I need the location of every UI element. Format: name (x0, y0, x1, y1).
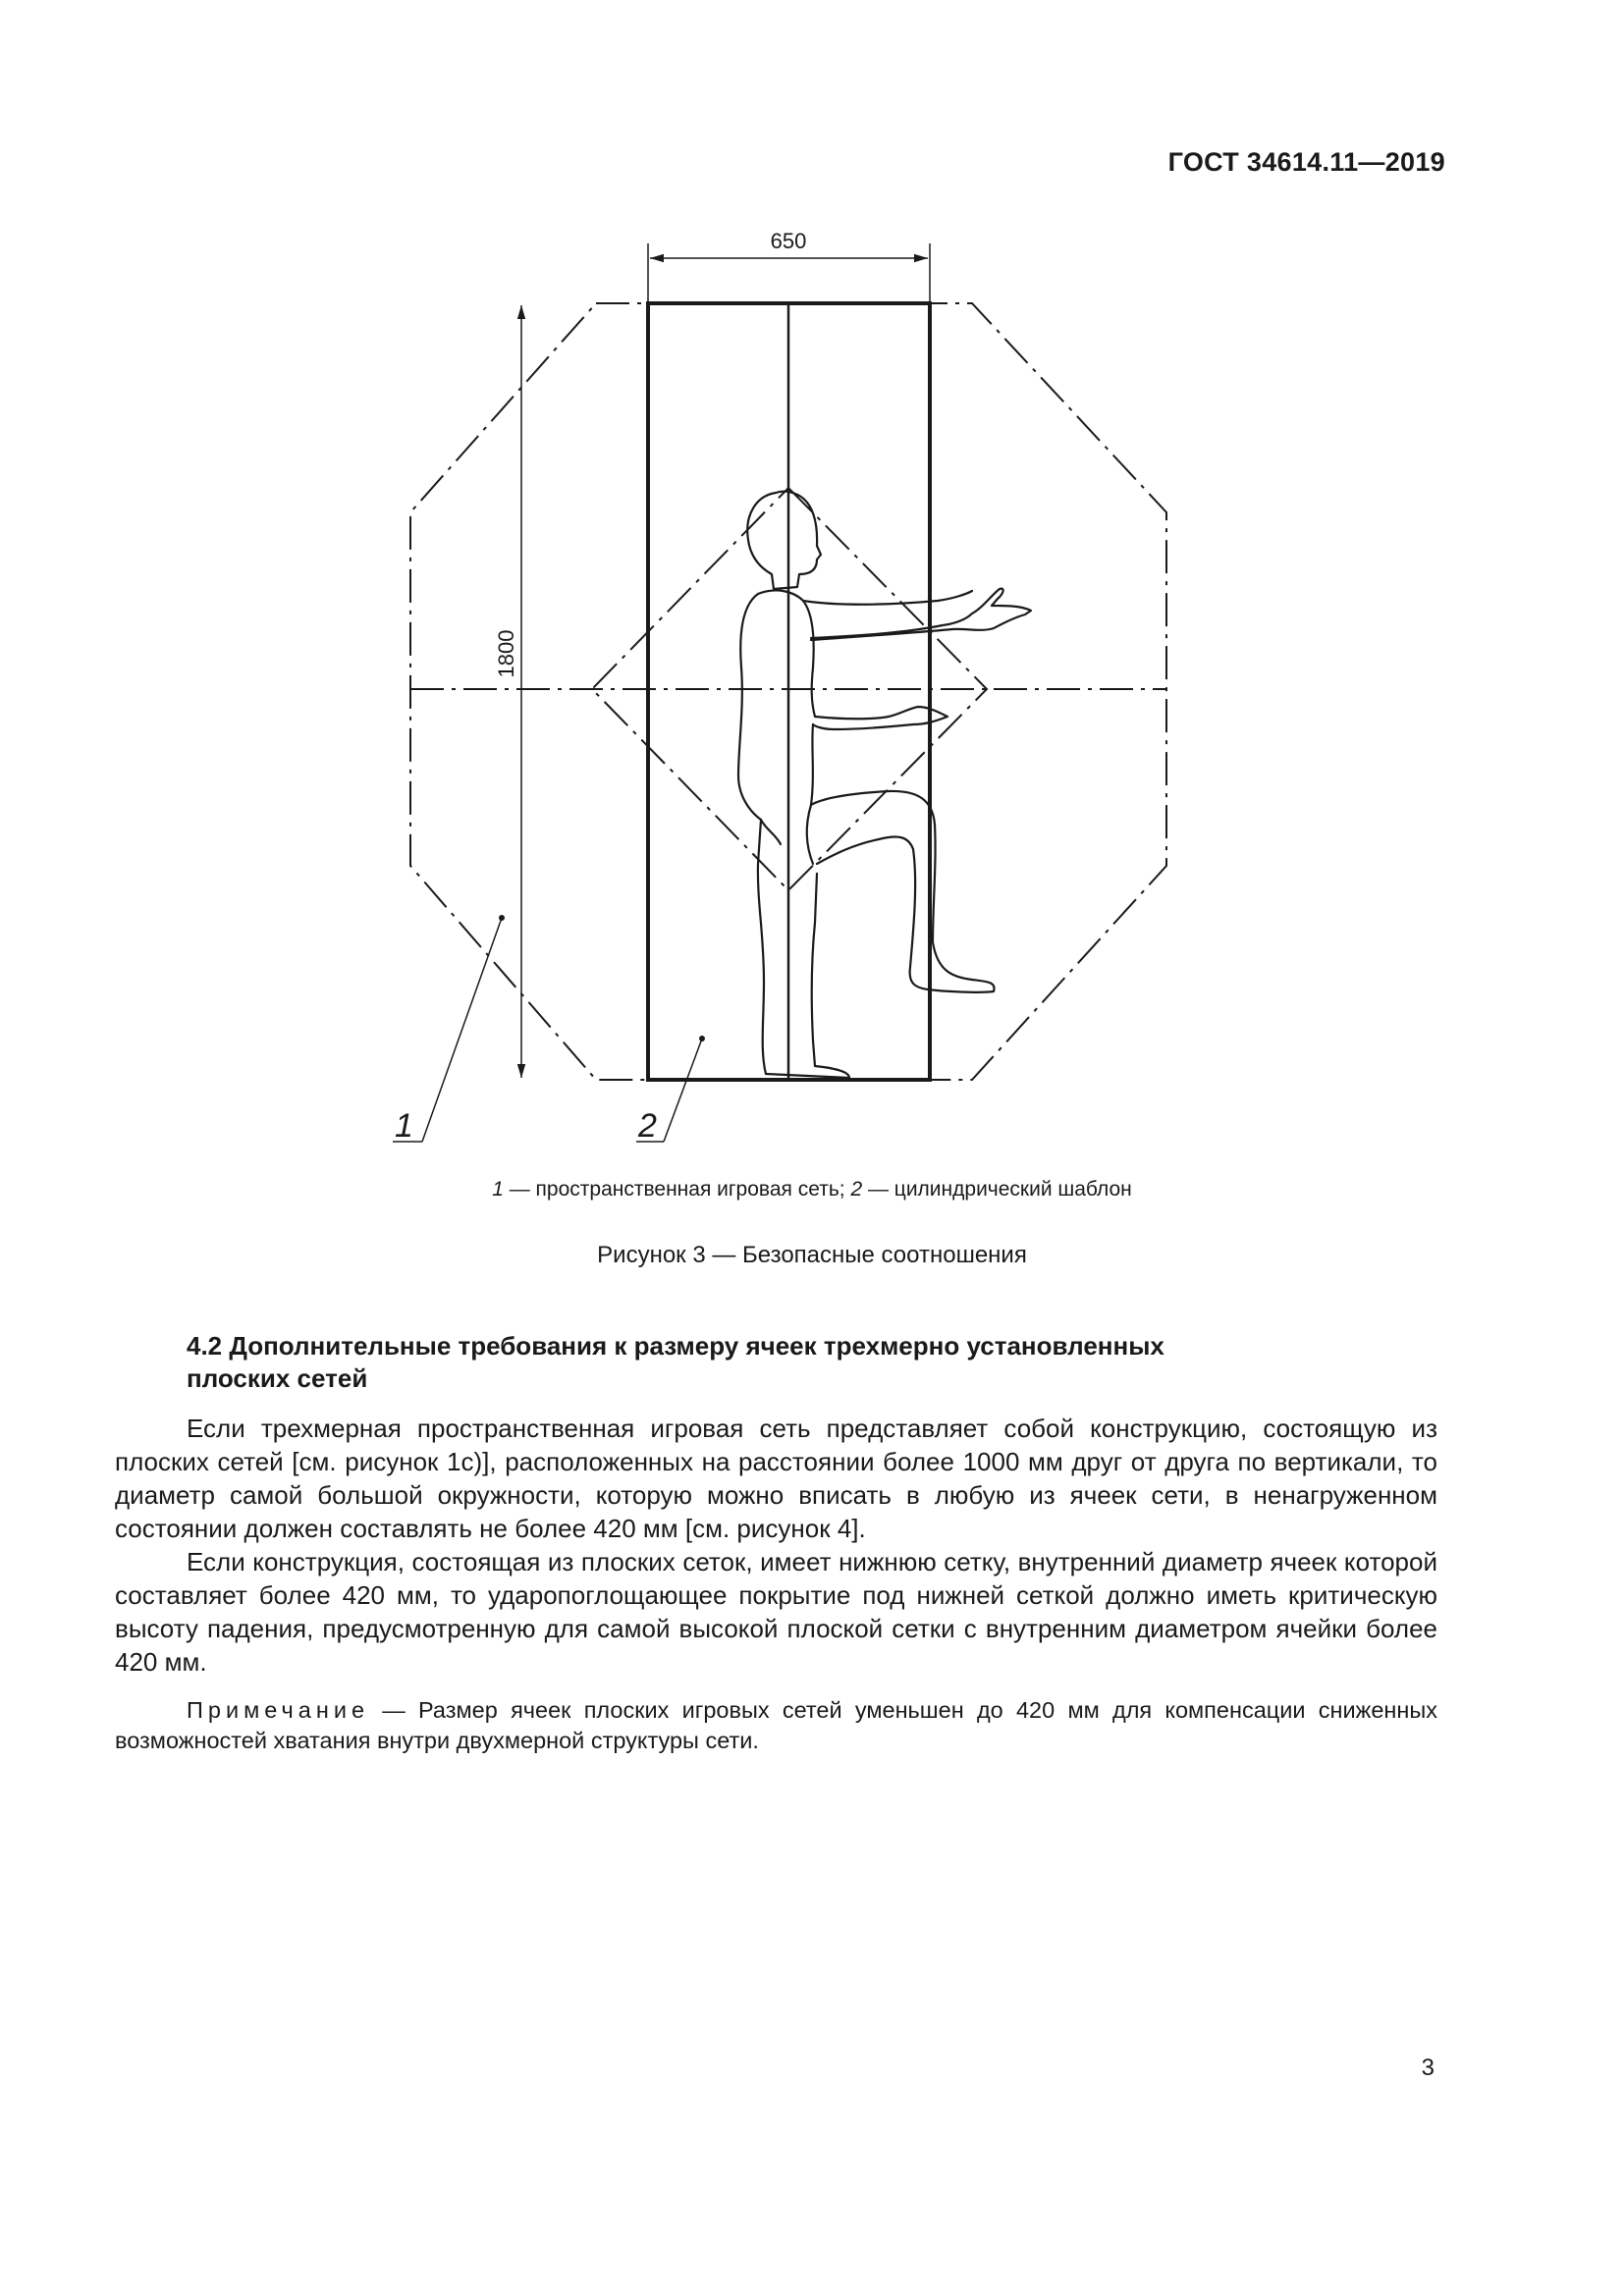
section-heading-line1: 4.2 Дополнительные требования к размеру ячеек трехмерно установленных (187, 1331, 1164, 1361)
legend-text-1: — пространственная игровая сеть; (503, 1178, 851, 1201)
note-paragraph (115, 1695, 1437, 1756)
label-1-leader (422, 918, 502, 1142)
section-body (115, 1412, 1437, 1679)
legend-num-2: 2 (850, 1178, 863, 1201)
paragraph-1: Если трехмерная пространственная игровая сеть представляет собой конструкцию, состоящую из плоских сетей [см. рисунок 1с)], расположенных на расстоянии более 1000 мм друг от друга по вертикали, то диаметр самой большой окружности, которую можно вписать в любую из ячеек сети, в ненагруженном состоянии должен составлять не более 420 мм [см. рисунок 4]. (115, 1414, 1437, 1543)
label-2: 2 (638, 1107, 657, 1145)
legend-text-2: — цилиндрический шаблон (862, 1178, 1132, 1201)
figure-legend (0, 1178, 1624, 1201)
width-dimension-label: 650 (770, 229, 807, 253)
note-label: Примечание (187, 1697, 370, 1723)
label-1: 1 (395, 1107, 413, 1145)
page-number: 3 (1421, 2055, 1435, 2081)
height-dimension-label: 1800 (494, 629, 518, 678)
section-heading (187, 1330, 1267, 1395)
legend-num-1: 1 (492, 1178, 504, 1201)
note-text: — Размер ячеек плоских игровых сетей уменьшен до 420 мм для компенсации сниженных возможностей хватания внутри двухмерной структуры сети. (115, 1697, 1437, 1753)
document-standard-number: ГОСТ 34614.11—2019 (1167, 147, 1445, 177)
human-figure (738, 492, 1031, 1078)
paragraph-2: Если конструкция, состоящая из плоских сеток, имеет нижнюю сетку, внутренний диаметр ячеек которой составляет более 420 мм, то ударопоглощающее покрытие под нижней сеткой должно иметь критическую высоту падения, предусмотренную для самой высокой плоской сетки с внутренним диаметром ячейки более 420 мм. (115, 1547, 1437, 1677)
section-heading-line2: плоских сетей (187, 1363, 368, 1393)
label-2-leader (664, 1039, 702, 1142)
figure-caption: Рисунок 3 — Безопасные соотношения (597, 1242, 1027, 1268)
